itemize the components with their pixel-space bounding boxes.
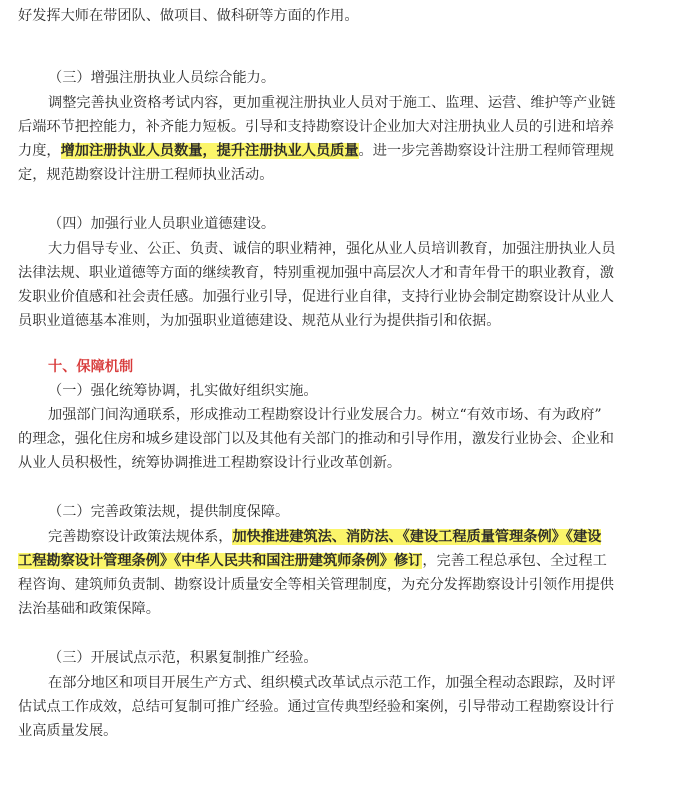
- section-3-line-3-post: 。进一步完善勘察设计注册工程师管理规: [358, 143, 614, 159]
- section-10-3-line-2: 估试点工作成效，总结可复制可推广经验。通过宣传典型经验和案例，引导带动工程勘察设计行: [18, 699, 614, 715]
- section-10-2-title: （二）完善政策法规，提供制度保障。: [48, 504, 290, 520]
- section-10-2-line-2-post: ，完善工程总承包、全过程工: [422, 553, 607, 569]
- section-10-2-line-1: [48, 527, 601, 547]
- section-10-3-line-3: 业高质量发展。: [18, 723, 118, 739]
- section-10-1-line-1: 加强部门间沟通联系，形成推动工程勘察设计行业发展合力。树立“有效市场、有为政府”: [48, 407, 602, 423]
- section-10-3-title: （三）开展试点示范，积累复制推广经验。: [48, 650, 318, 666]
- highlight-law-revision-2: 工程勘察设计管理条例》《中华人民共和国注册建筑师条例》修订: [18, 553, 423, 569]
- section-3-line-3-pre: 力度，: [18, 143, 61, 159]
- section-10-2-line-4: 法治基础和政策保障。: [18, 601, 160, 617]
- section-10-1-title: （一）强化统筹协调，扎实做好组织实施。: [48, 383, 318, 399]
- section-3-line-1: 调整完善执业资格考试内容，更加重视注册执业人员对于施工、监理、运营、维护等产业链: [48, 95, 616, 111]
- section-4-line-1: 大力倡导专业、公正、负责、诚信的职业精神，强化从业人员培训教育，加强注册执业人员: [48, 241, 616, 257]
- section-10-2-line-3: 程咨询、建筑师负责制、勘察设计质量安全等相关管理制度，为充分发挥勘察设计引领作用提供: [18, 577, 614, 593]
- highlight-law-revision-1: 加快推进建筑法、消防法、《建设工程质量管理条例》《建设: [232, 529, 602, 545]
- section-4-line-2: 法律法规、职业道德等方面的继续教育，特别重视加强中高层次人才和青年骨干的职业教育，激: [18, 265, 614, 281]
- section-10-3-line-1: 在部分地区和项目开展生产方式、组织模式改革试点示范工作，加强全程动态跟踪，及时评: [48, 675, 616, 691]
- section-4-title: （四）加强行业人员职业道德建设。: [48, 216, 276, 232]
- section-4-line-4: 员职业道德基本准则，为加强职业道德建设、规范从业行为提供指引和依据。: [18, 313, 501, 329]
- section-10-2-line-1-pre: 完善勘察设计政策法规体系，: [48, 529, 233, 545]
- section-10-1-line-2: 的理念，强化住房和城乡建设部门以及其他有关部门的推动和引导作用，激发行业协会、企业和: [18, 431, 614, 447]
- section-3-title: （三）增强注册执业人员综合能力。: [48, 70, 276, 86]
- section-10-1-line-3: 从业人员积极性，统筹协调推进工程勘察设计行业改革创新。: [18, 455, 402, 471]
- section-3-line-4: 定，规范勘察设计注册工程师执业活动。: [18, 167, 274, 183]
- section-4-line-3: 发职业价值感和社会责任感。加强行业引导，促进行业自律，支持行业协会制定勘察设计从业人: [18, 289, 614, 305]
- intro-line-1: 好发挥大师在带团队、做项目、做科研等方面的作用。: [18, 8, 359, 24]
- highlight-talent-quantity: 增加注册执业人员数量，提升注册执业人员质量: [60, 143, 359, 159]
- section-3-line-3: [18, 141, 614, 161]
- section-3-line-2: 后端环节把控能力，补齐能力短板。引导和支持勘察设计企业加大对注册执业人员的引进和培养: [18, 119, 614, 135]
- section-10-2-line-2: [18, 551, 607, 571]
- section-10-heading: 十、保障机制: [48, 359, 134, 375]
